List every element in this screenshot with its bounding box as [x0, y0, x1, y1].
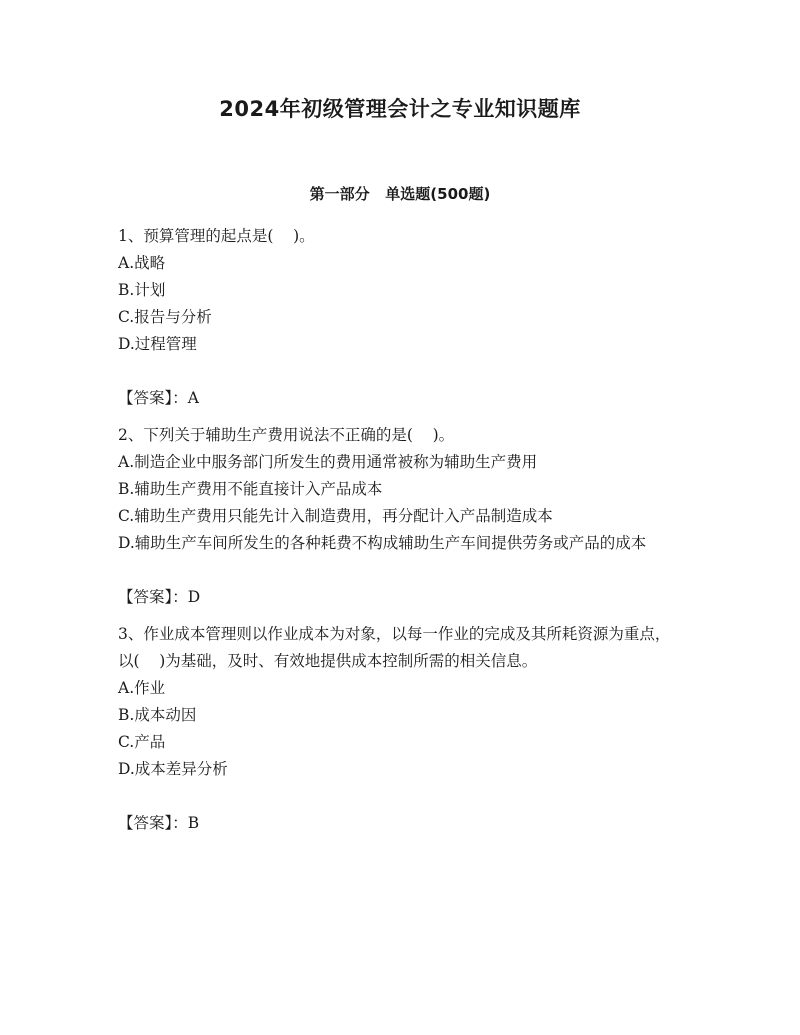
answer-label: 【答案】： [118, 389, 188, 407]
option-b: B.成本动因 [118, 706, 197, 724]
option-d: D.辅助生产车间所发生的各种耗费不构成辅助生产车间提供劳务或产品的成本 [118, 534, 647, 552]
option-b: B.辅助生产费用不能直接计入产品成本 [118, 480, 383, 498]
question-list [118, 223, 684, 847]
option-a: A.作业 [118, 679, 166, 697]
answer-value: A [187, 389, 199, 407]
answer-value: B [187, 814, 200, 832]
answer-line [118, 385, 684, 412]
question-stem: 1、预算管理的起点是( )。 [118, 227, 315, 245]
option-d: D.成本差异分析 [118, 760, 228, 778]
answer-value: D [187, 588, 201, 606]
question-3 [118, 621, 684, 837]
question-stem: 2、下列关于辅助生产费用说法不正确的是( )。 [118, 426, 455, 444]
option-c: C.产品 [118, 733, 166, 751]
option-c: C.辅助生产费用只能先计入制造费用，再分配计入产品制造成本 [118, 507, 553, 525]
answer-line [118, 584, 684, 611]
option-c: C.报告与分析 [118, 308, 212, 326]
answer-label: 【答案】： [118, 814, 188, 832]
answer-label: 【答案】： [118, 588, 188, 606]
option-a: A.制造企业中服务部门所发生的费用通常被称为辅助生产费用 [118, 453, 538, 471]
question-stem: 3、作业成本管理则以作业成本为对象，以每一作业的完成及其所耗资源为重点，以( )为基础，及时、有效地提供成本控制所需的相关信息。 [118, 625, 671, 670]
document-title: 2024年初级管理会计之专业知识题库 [219, 97, 581, 121]
question-2 [118, 422, 684, 611]
answer-line [118, 810, 684, 837]
question-1 [118, 223, 684, 412]
option-d: D.过程管理 [118, 335, 197, 353]
option-a: A.战略 [118, 254, 166, 272]
section-title: 第一部分 单选题(500题) [309, 185, 491, 203]
option-b: B.计划 [118, 281, 166, 299]
